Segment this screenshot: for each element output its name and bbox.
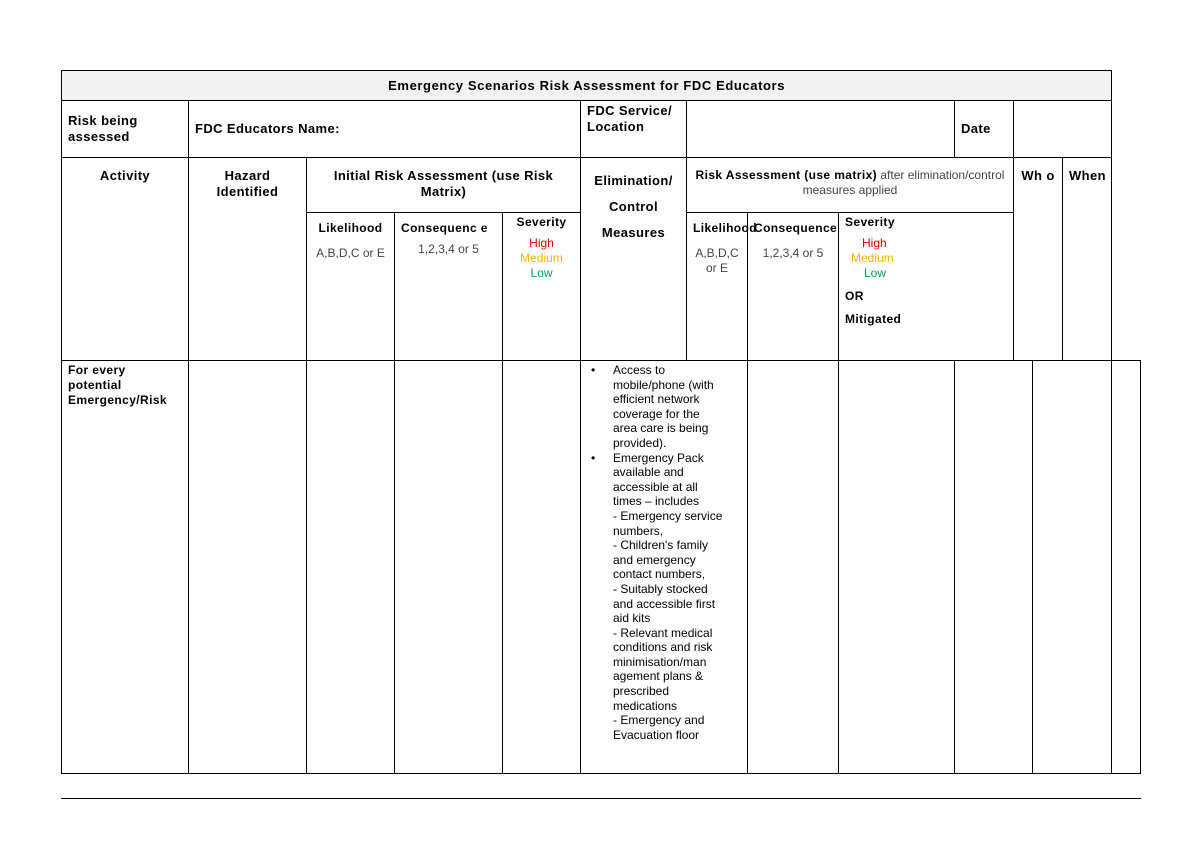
measure-phone-access: • Access to mobile/phone (with efficient network coverage for the area care is being provided). — [613, 363, 727, 451]
post-risk-header — [687, 158, 1014, 213]
measure-emergency-pack-intro: • Emergency Pack available and accessible at all times – includes — [613, 450, 704, 509]
date-label: Date — [955, 101, 1014, 158]
post-severity-entry[interactable] — [955, 361, 1033, 774]
initial-likelihood-values: A,B,D,C or E — [316, 246, 385, 260]
initial-severity-high: High — [529, 236, 554, 250]
educator-name-label: FDC Educators Name: — [189, 101, 581, 158]
service-location-label: FDC Service/ Location — [581, 101, 687, 158]
initial-severity-low: Low — [530, 266, 553, 280]
initial-consequence-entry[interactable] — [395, 361, 503, 774]
measure-emergency-pack — [613, 451, 727, 743]
elimination-header: Elimination/ Control Measures — [581, 158, 687, 361]
pack-item: - Emergency and Evacuation floor — [613, 713, 705, 742]
pack-item: - Emergency service numbers, — [613, 508, 723, 538]
risk-assessment-table — [61, 70, 1141, 774]
post-risk-header-bold: Risk Assessment (use matrix) — [695, 168, 878, 182]
post-consequence-cell — [748, 213, 839, 361]
date-field[interactable] — [1014, 101, 1112, 158]
control-measures-list — [587, 363, 727, 742]
hazard-cell[interactable] — [189, 361, 307, 774]
initial-likelihood-label: Likelihood — [318, 221, 383, 235]
activity-header: Activity — [62, 158, 189, 361]
post-likelihood-values: A,B,D,C or E — [695, 246, 739, 275]
post-consequence-entry[interactable] — [839, 361, 955, 774]
who-header: Wh o — [1014, 158, 1063, 361]
post-severity-medium: Medium — [851, 251, 894, 265]
when-entry[interactable] — [1112, 361, 1141, 774]
mitigated-label: Mitigated — [845, 312, 902, 326]
pack-item: - Suitably stocked and accessible first aid kits — [613, 581, 716, 626]
initial-severity-medium: Medium — [520, 251, 563, 265]
initial-severity-entry[interactable] — [503, 361, 581, 774]
pack-item: - Children's family and emergency contact numbers, — [613, 538, 708, 582]
initial-likelihood-cell — [307, 213, 395, 361]
post-severity-cell — [839, 213, 1014, 361]
hazard-header: Hazard Identified — [189, 158, 307, 361]
or-label: OR — [845, 289, 864, 303]
form-title: Emergency Scenarios Risk Assessment for FDC Educators — [62, 71, 1112, 101]
post-severity-low: Low — [864, 266, 887, 280]
post-likelihood-entry[interactable] — [748, 361, 839, 774]
post-consequence-values: 1,2,3,4 or 5 — [762, 246, 824, 260]
initial-consequence-cell — [395, 213, 503, 361]
initial-consequence-values: 1,2,3,4 or 5 — [418, 242, 479, 256]
who-entry[interactable] — [1033, 361, 1112, 774]
post-risk-header-rest: after elimination/control measures applied — [802, 168, 1005, 197]
post-severity-label: Severity — [845, 215, 895, 229]
when-header: When — [1063, 158, 1112, 361]
post-severity-high: High — [862, 236, 887, 250]
control-measures-cell — [581, 361, 748, 774]
post-likelihood-cell — [687, 213, 757, 361]
initial-severity-label: Severity — [516, 215, 567, 229]
post-consequence-label: Consequence — [754, 221, 838, 235]
initial-consequence-label: Consequenc e — [401, 221, 488, 235]
pack-item: - Relevant medical conditions and risk minimisation/man agement plans & prescribed medications — [613, 625, 713, 713]
initial-severity-cell — [503, 213, 581, 361]
service-location-field[interactable] — [687, 101, 955, 158]
initial-likelihood-entry[interactable] — [307, 361, 395, 774]
risk-being-assessed-label: Risk being assessed — [62, 101, 189, 158]
initial-risk-header: Initial Risk Assessment (use Risk Matrix) — [307, 158, 581, 213]
footer-divider — [61, 798, 1141, 799]
post-likelihood-label: Likelihood — [693, 221, 757, 235]
activity-cell: For every potential Emergency/Risk — [62, 361, 189, 774]
